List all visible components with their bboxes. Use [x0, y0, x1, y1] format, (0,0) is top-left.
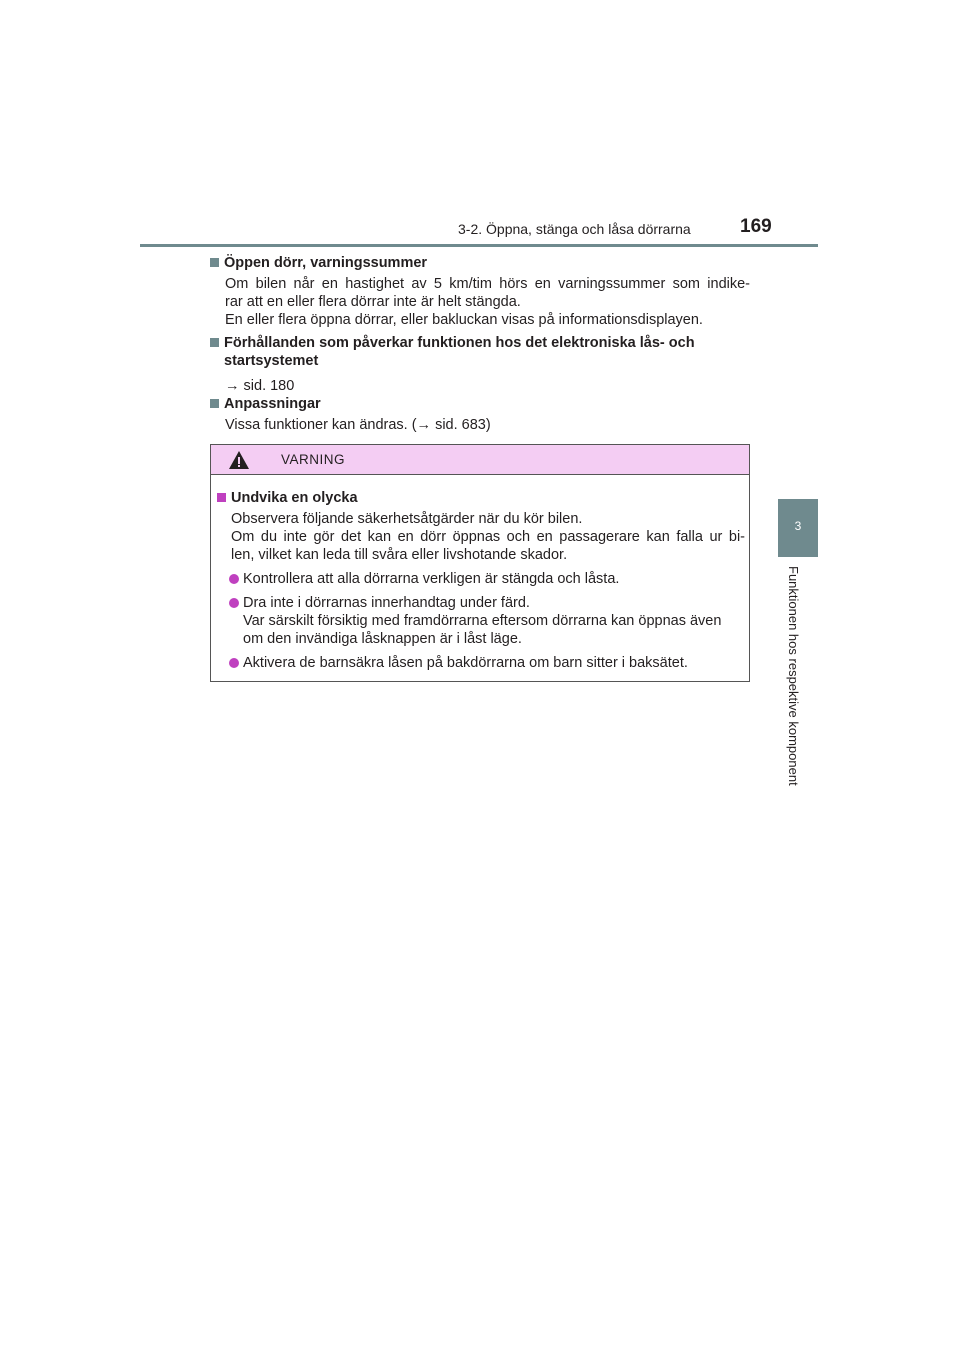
chapter-tab — [778, 499, 818, 557]
warning-bullet — [229, 594, 745, 648]
square-bullet-icon — [210, 399, 219, 408]
body-line: Observera följande säkerhetsåtgärder när du kör bilen. — [231, 511, 583, 527]
running-header-title: 3-2. Öppna, stänga och låsa dörrarna — [458, 221, 691, 237]
section-heading: Öppen dörr, varningssummer — [224, 255, 428, 271]
page-reference: → sid. 180 — [225, 378, 295, 394]
section-body — [225, 275, 750, 329]
body-line: Om bilen når en hastighet av 5 km/tim hörs en varningssummer som indike- — [225, 276, 750, 292]
chapter-title-vertical: Funktionen hos respektive komponent — [786, 566, 801, 786]
square-bullet-icon — [210, 338, 219, 347]
section-door-open-buzzer — [210, 254, 750, 329]
round-bullet-icon — [229, 574, 239, 584]
page-number: 169 — [740, 216, 772, 237]
section-heading — [224, 334, 695, 370]
header-rule — [140, 244, 818, 247]
section-smart-entry-conditions — [210, 334, 750, 395]
warning-body — [217, 489, 745, 672]
warning-intro — [231, 510, 745, 564]
heading-line: Förhållanden som påverkar funktionen hos det elektroniska lås- och — [224, 335, 695, 351]
body-line: len, vilket kan leda till svåra eller livshotande skador. — [231, 547, 568, 563]
warning-label: VARNING — [281, 452, 346, 467]
warning-bullet — [229, 570, 745, 588]
warning-heading: Undvika en olycka — [231, 490, 358, 506]
bullet-line: Var särskilt försiktig med framdörrarna eftersom dörrarna kan öppnas även — [243, 613, 722, 629]
section-heading: Anpassningar — [224, 396, 321, 412]
heading-line: startsystemet — [224, 353, 319, 369]
square-bullet-icon — [210, 258, 219, 267]
bullet-line: om den invändiga låsknappen är i låst läge. — [243, 631, 522, 647]
warning-box — [210, 444, 750, 682]
warning-header — [211, 445, 749, 475]
bullet-line: Kontrollera att alla dörrarna verkligen är stängda och låsta. — [243, 571, 620, 587]
bullet-line: Aktivera de barnsäkra låsen på bakdörrarna om barn sitter i baksätet. — [243, 655, 688, 671]
chapter-number: 3 — [794, 519, 802, 533]
round-bullet-icon — [229, 598, 239, 608]
bullet-line: Dra inte i dörrarnas innerhandtag under färd. — [243, 595, 530, 611]
body-line: En eller flera öppna dörrar, eller bakluckan visas på informationsdisplayen. — [225, 312, 703, 328]
section-customization — [210, 395, 750, 434]
warning-triangle-icon — [228, 450, 250, 475]
warning-bullet — [229, 654, 745, 672]
round-bullet-icon — [229, 658, 239, 668]
square-bullet-icon — [217, 493, 226, 502]
body-line: Om du inte gör det kan en dörr öppnas och en passagerare kan falla ur bi- — [231, 529, 745, 545]
section-body: Vissa funktioner kan ändras. (→ sid. 683) — [225, 417, 491, 433]
body-line: rar att en eller flera dörrar inte är helt stängda. — [225, 294, 521, 310]
